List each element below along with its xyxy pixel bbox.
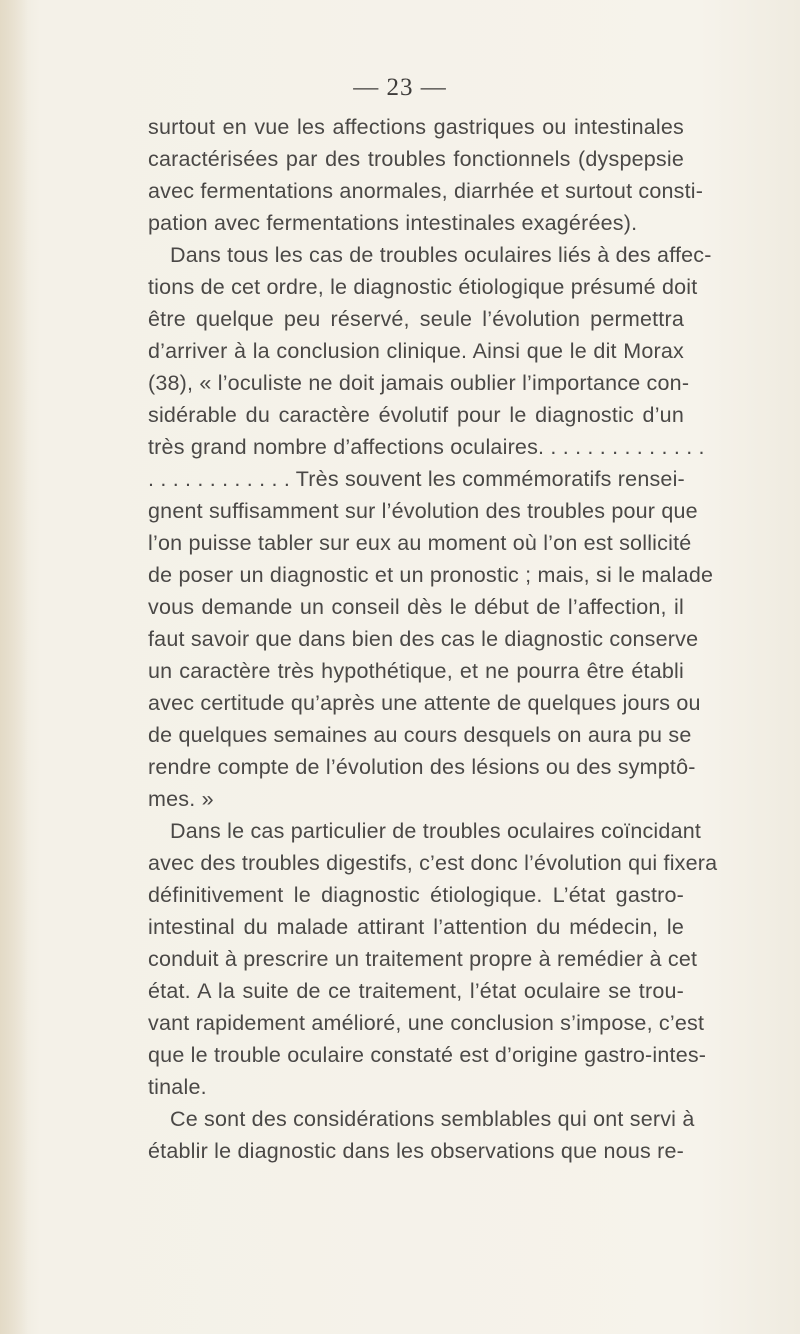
text-line: de poser un diagnostic et un pronostic ; mais, si le malade [148,563,714,587]
text-line: tions de cet ordre, le diagnostic étiologique présumé doit [148,275,698,299]
text-line: tinale. [148,1075,207,1099]
text-line: d’arriver à la conclusion clinique. Ainsi que le dit Morax [148,339,684,363]
text-line: sidérable du caractère évolutif pour le diagnostic d’un [148,403,684,427]
text-line: définitivement le diagnostic étiologique. L’état gastro- [148,883,684,907]
text-line: être quelque peu réservé, seule l’évolution permettra [148,307,684,331]
text-line: (38), « l’oculiste ne doit jamais oublier l’importance con- [148,371,690,395]
text-line: avec fermentations anormales, diarrhée et surtout consti- [148,179,704,203]
page-edge-stain [0,0,28,1334]
text-line: vous demande un conseil dès le début de l’affection, il [148,595,684,619]
text-line: Ce sont des considérations semblables qui ont servi à [170,1107,695,1131]
text-line: conduit à prescrire un traitement propre à remédier à cet [148,947,698,971]
text-line: un caractère très hypothétique, et ne pourra être établi [148,659,684,683]
text-line: avec certitude qu’après une attente de quelques jours ou [148,691,701,715]
text-line: Dans le cas particulier de troubles oculaires coïncidant [170,819,702,843]
text-line: établir le diagnostic dans les observations que nous re- [148,1139,684,1163]
text-line: de quelques semaines au cours desquels on aura pu se [148,723,692,747]
text-line: état. A la suite de ce traitement, l’état oculaire se trou- [148,979,684,1003]
text-line: intestinal du malade attirant l’attention du médecin, le [148,915,684,939]
text-line: mes. » [148,787,214,811]
text-line: pation avec fermentations intestinales exagérées). [148,211,638,235]
text-line: faut savoir que dans bien des cas le diagnostic conserve [148,627,699,651]
text-line: rendre compte de l’évolution des lésions ou des symptô- [148,755,696,779]
text-line: vant rapidement amélioré, une conclusion s’impose, c’est [148,1011,705,1035]
text-line: . . . . . . . . . . . . Très souvent les commémoratifs rensei- [148,467,685,491]
page-number: — 23 — [353,74,447,101]
text-line: avec des troubles digestifs, c’est donc l’évolution qui fixera [148,851,718,875]
text-line: très grand nombre d’affections oculaires. . . . . . . . . . . . . . [148,435,705,459]
text-line: que le trouble oculaire constaté est d’origine gastro-intes- [148,1043,707,1067]
text-line: gnent suffisamment sur l’évolution des troubles pour que [148,499,698,523]
text-line: caractérisées par des troubles fonctionnels (dyspepsie [148,147,684,171]
text-line: l’on puisse tabler sur eux au moment où l’on est sollicité [148,531,692,555]
text-line: Dans tous les cas de troubles oculaires liés à des affec- [170,243,712,267]
text-line: surtout en vue les affections gastriques ou intestinales [148,115,684,139]
